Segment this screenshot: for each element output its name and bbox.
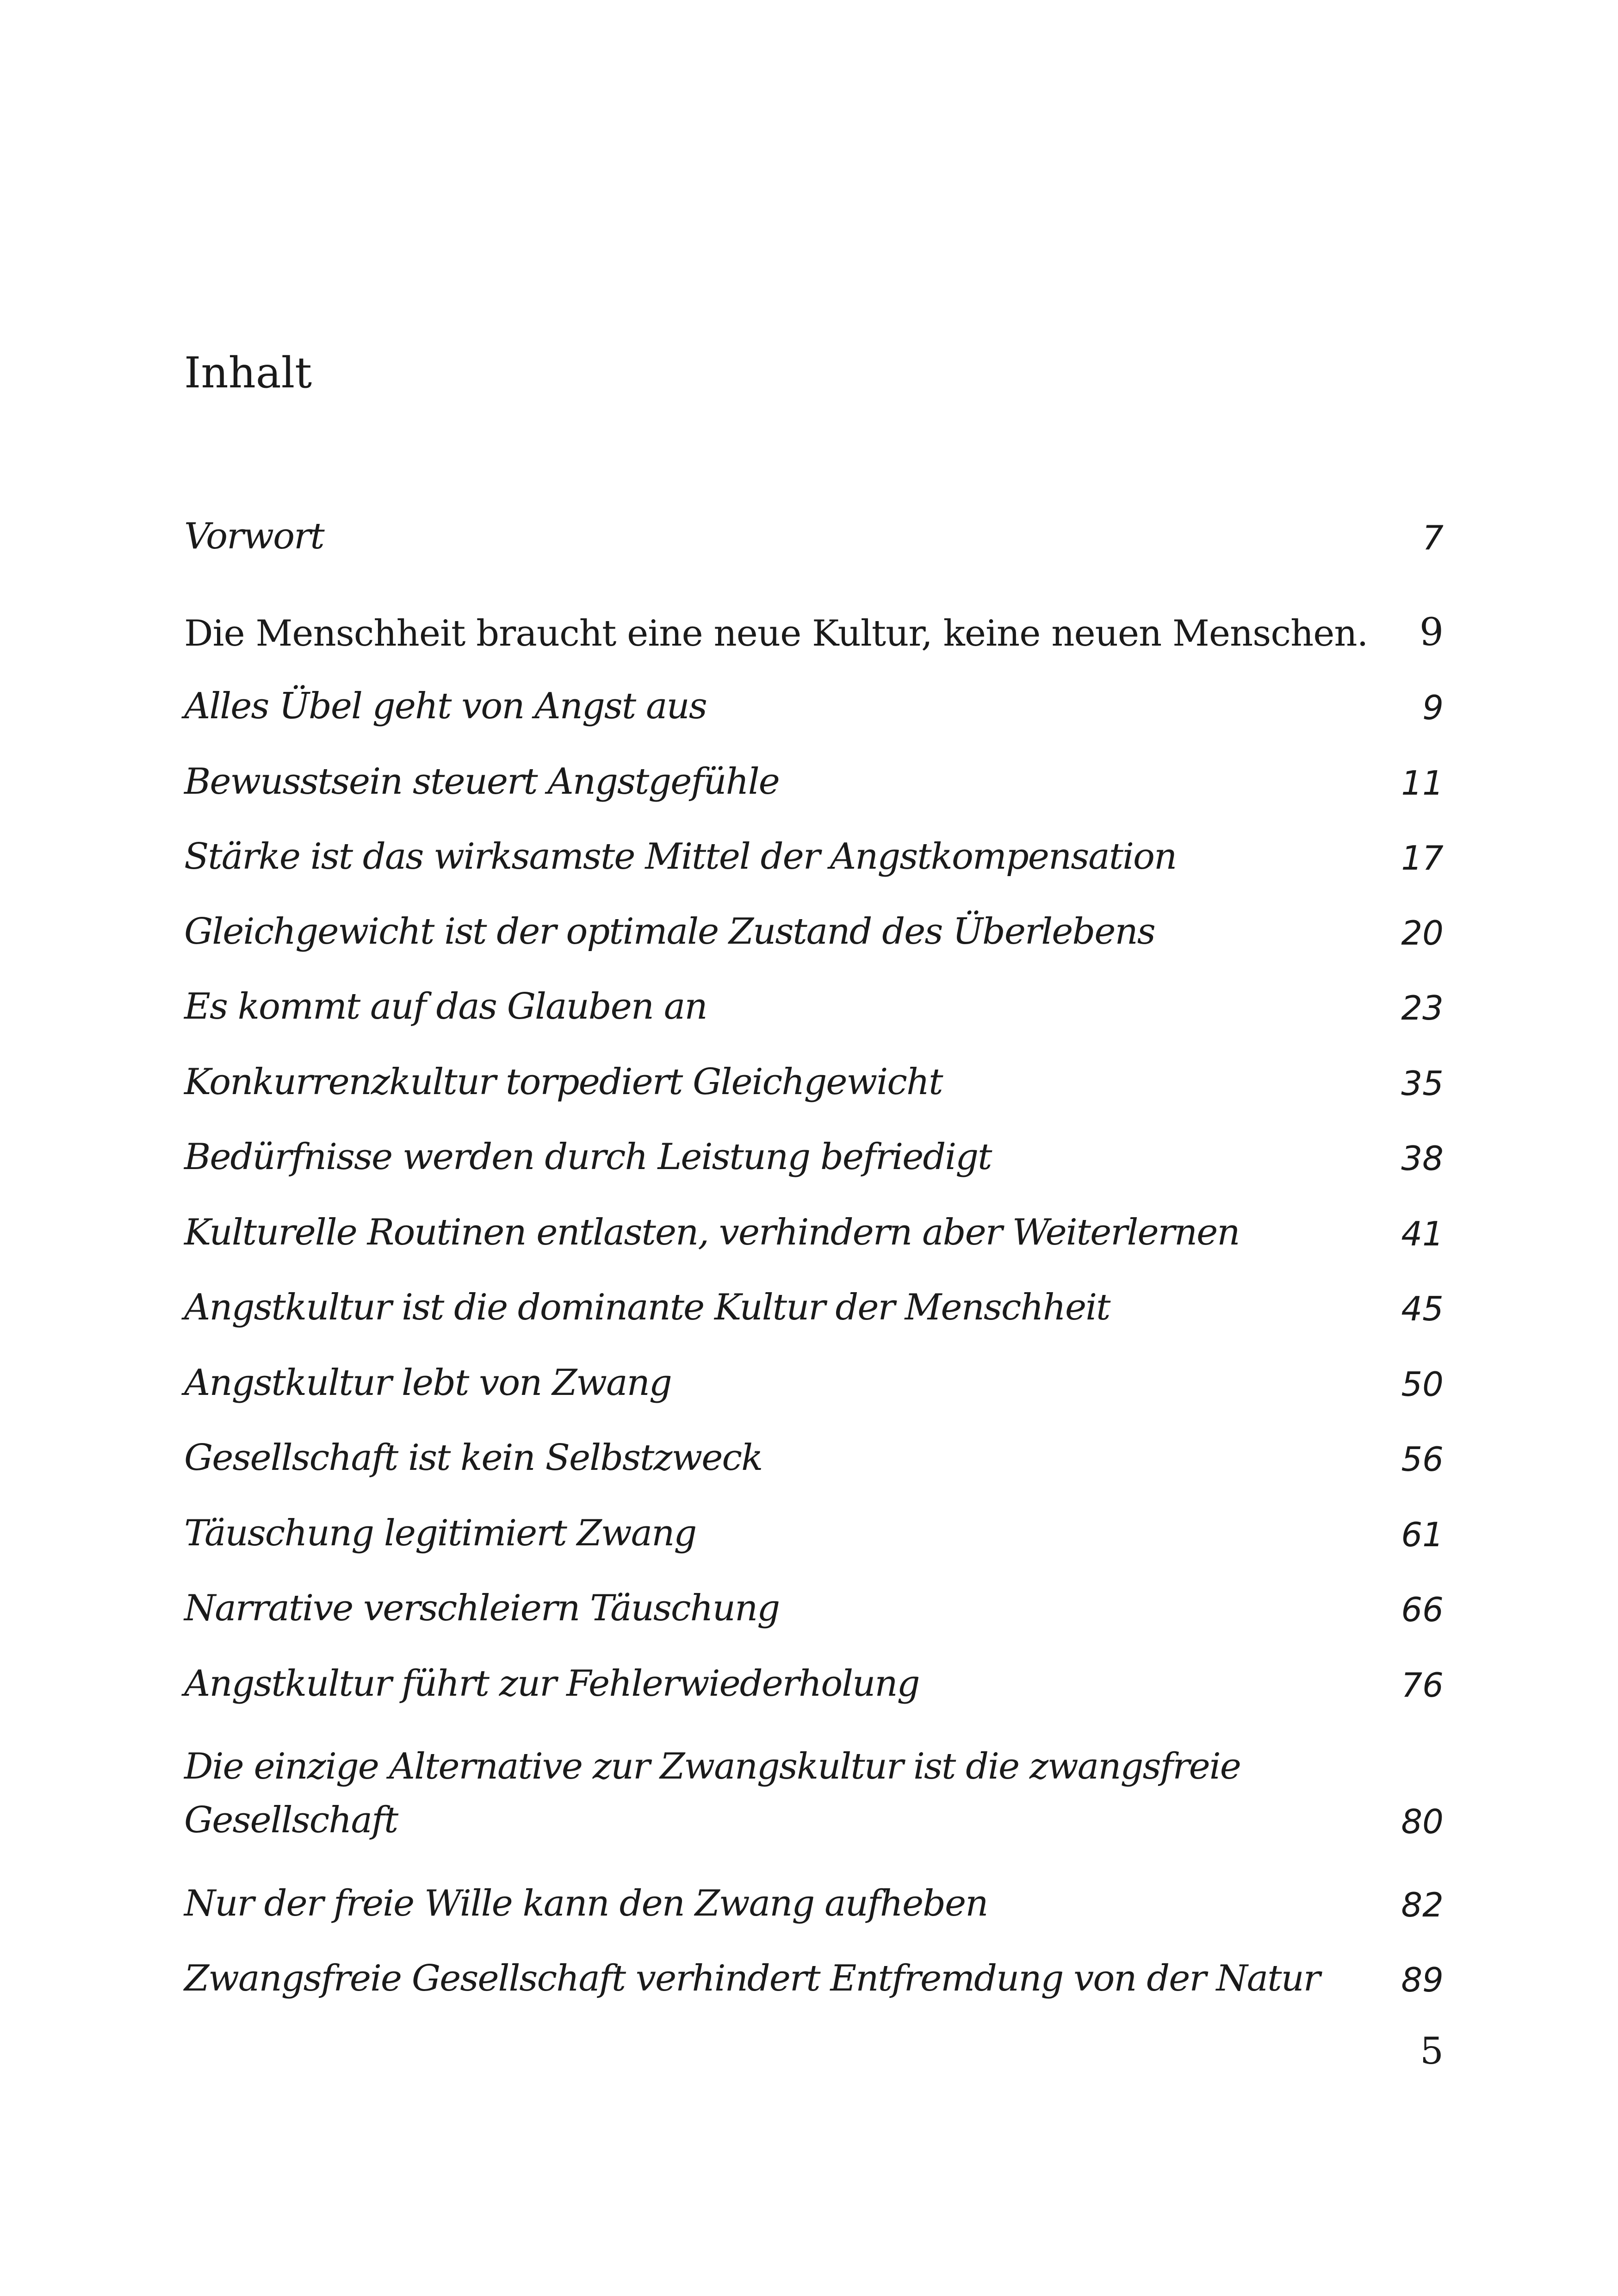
toc-entry-page: 17 [1401, 839, 1444, 877]
toc-entry-title: Angstkultur ist die dominante Kultur der Menschheit [184, 1287, 1110, 1328]
toc-entry [184, 1660, 1444, 1705]
toc-entry-title: Angstkultur lebt von Zwang [184, 1362, 671, 1404]
toc-entry-title: Kulturelle Routinen entlasten, verhindern aber Weiterlernen [184, 1212, 1240, 1253]
toc-entry [184, 1955, 1444, 1997]
toc-entry [184, 1133, 1444, 1178]
toc-entry-foreword [184, 513, 1444, 557]
toc-entry-page: 80 [1401, 1802, 1444, 1841]
toc-entry-page: 41 [1401, 1214, 1444, 1253]
toc-entry [184, 1058, 1444, 1103]
toc-entry-page: 89 [1401, 1960, 1444, 1999]
toc-entry-page: 56 [1401, 1440, 1444, 1479]
toc-entry-page: 61 [1401, 1515, 1444, 1554]
page-title: Inhalt [184, 348, 312, 398]
toc-entry-title: Stärke ist das wirksamste Mittel der Angstkompensation [184, 836, 1177, 877]
toc-entry-title: Vorwort [184, 516, 324, 557]
toc-entry [184, 1880, 1444, 1922]
toc-entry-title-line2: Gesellschaft [184, 1799, 398, 1841]
toc-entry-page: 76 [1401, 1666, 1444, 1705]
toc-entry [184, 833, 1444, 875]
toc-entry-title-line1: Die einzige Alternative zur Zwangskultur ist die zwangsfreie [184, 1746, 1240, 1787]
toc-entry-two-line [184, 1733, 1444, 1841]
toc-entry-title: Nur der freie Wille kann den Zwang aufheben [184, 1883, 988, 1924]
toc-entry-page: 38 [1401, 1139, 1444, 1178]
toc-entry-title: Alles Übel geht von Angst aus [184, 685, 707, 727]
toc-entry [184, 1585, 1444, 1629]
toc-entry-page: 7 [1422, 518, 1444, 557]
toc-entry-page: 82 [1401, 1885, 1444, 1924]
page-number: 5 [1420, 2029, 1444, 2072]
toc-entry-page: 9 [1419, 610, 1444, 654]
toc-entry-title: Es kommt auf das Glauben an [184, 986, 707, 1027]
toc-entry-part [184, 610, 1444, 652]
toc-entry-title: Angstkultur führt zur Fehlerwiederholung [184, 1663, 919, 1705]
toc-entry-page: 66 [1401, 1590, 1444, 1629]
toc-entry-page: 9 [1422, 688, 1444, 727]
toc-entry [184, 683, 1444, 727]
toc-entry-page: 35 [1401, 1064, 1444, 1103]
toc-entry-title: Konkurrenzkultur torpediert Gleichgewicht [184, 1061, 942, 1103]
toc-entry [184, 1434, 1444, 1479]
toc-entry-title: Täuschung legitimiert Zwang [184, 1512, 696, 1554]
toc-entry-title: Narrative verschleiern Täuschung [184, 1587, 780, 1629]
toc-entry-title: Gleichgewicht ist der optimale Zustand des Überlebens [184, 911, 1155, 952]
toc-entry-title: Gesellschaft ist kein Selbstzweck [184, 1437, 763, 1479]
toc-entry [184, 758, 1444, 803]
toc-entry [184, 1359, 1444, 1404]
toc-entry [184, 1510, 1444, 1554]
toc-entry-page: 11 [1401, 764, 1444, 803]
toc-entry [184, 908, 1444, 950]
toc-entry [184, 1284, 1444, 1328]
toc-entry-title: Bedürfnisse werden durch Leistung befriedigt [184, 1136, 992, 1178]
toc-entry-page: 23 [1401, 989, 1444, 1027]
toc-entry-page: 50 [1401, 1365, 1444, 1404]
toc-entry [184, 1209, 1444, 1251]
toc-entry-title: Die Menschheit braucht eine neue Kultur, keine neuen Menschen. [184, 613, 1368, 654]
toc-entry [184, 983, 1444, 1025]
toc-entry-title: Bewusstsein steuert Angstgefühle [184, 761, 779, 803]
toc-entry-page: 45 [1401, 1289, 1444, 1328]
toc-entry-title: Zwangsfreie Gesellschaft verhindert Entfremdung von der Natur [184, 1958, 1320, 1999]
toc-entry-page: 20 [1401, 914, 1444, 952]
